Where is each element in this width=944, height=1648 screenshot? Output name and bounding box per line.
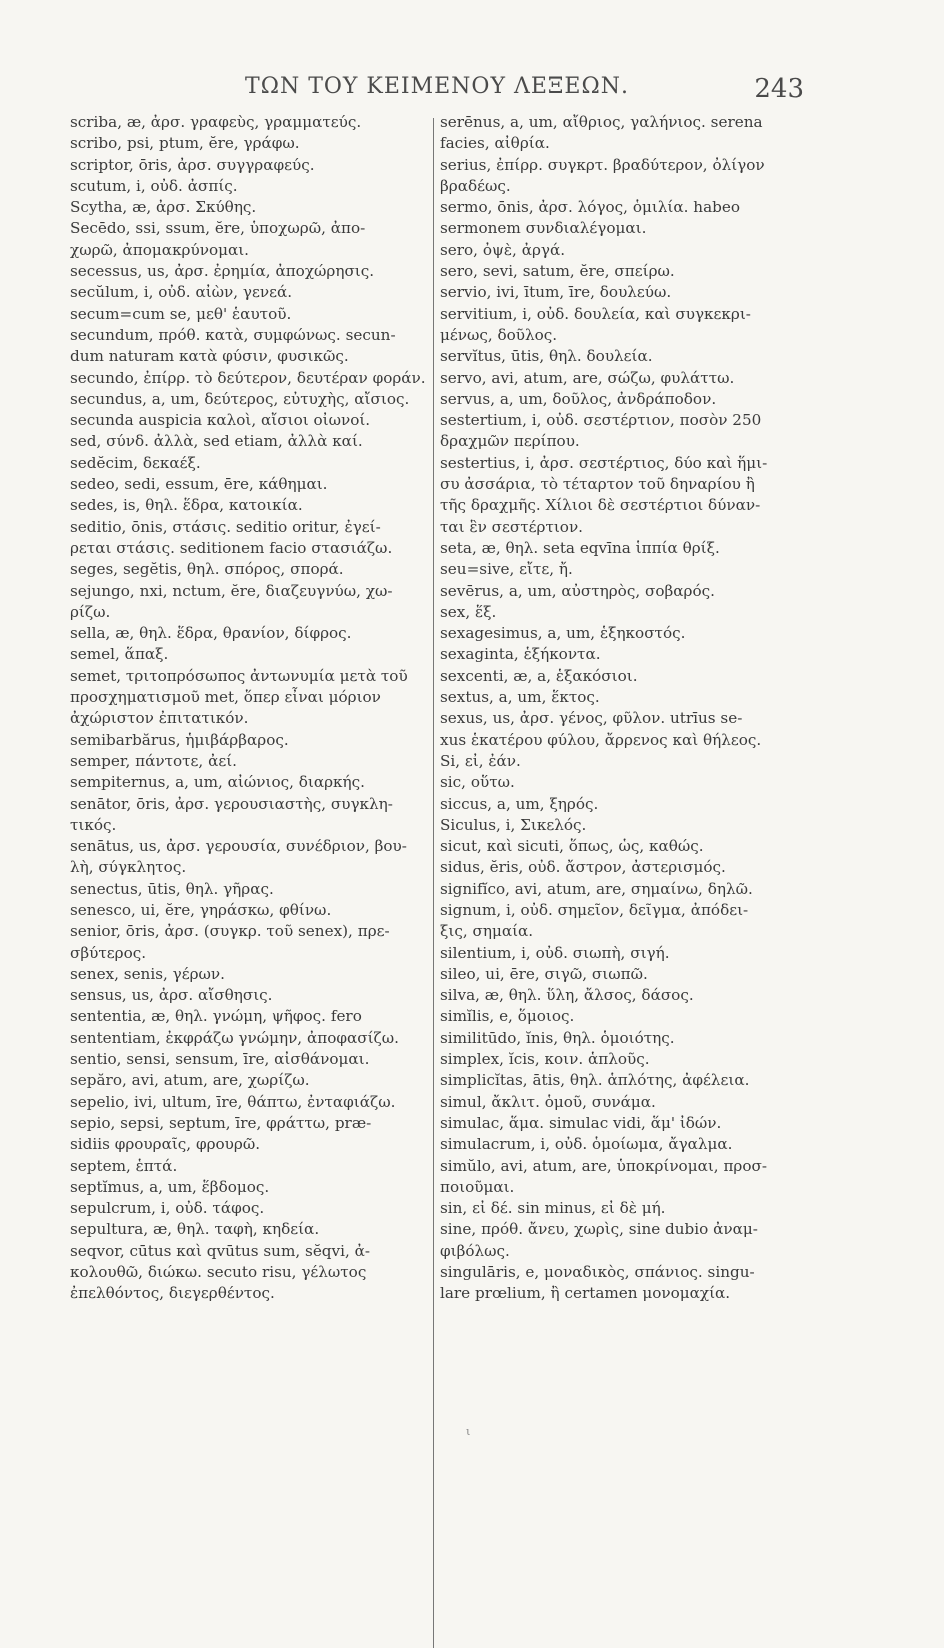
dictionary-line: κολουθῶ, διώκω. secuto risu, γέλωτος [70, 1263, 367, 1282]
dictionary-line: Secēdo, ssi, ssum, ĕre, ὑποχωρῶ, ἀπο- [70, 219, 366, 238]
dictionary-line: seta, æ, θηλ. seta eqvīna ἱππία θρίξ. [440, 538, 720, 557]
dictionary-line: sidus, ĕris, οὐδ. ἄστρον, ἀστερισμός. [440, 858, 726, 877]
dictionary-line: secŭlum, i, οὐδ. αἰὼν, γενεά. [70, 283, 293, 302]
dictionary-line: senectus, ūtis, θηλ. γῆρας. [70, 879, 274, 898]
dictionary-line: sestertius, i, ἀρσ. σεστέρτιος, δύο καὶ ἥμι- [440, 453, 768, 472]
dictionary-line: ται ἓν σεστέρτιον. [440, 517, 584, 536]
dictionary-line: servio, ivi, ītum, īre, δουλεύω. [440, 283, 672, 302]
dictionary-line: secum=cum se, μεθ' ἑαυτοῦ. [70, 304, 292, 323]
dictionary-line: sileo, ui, ēre, σιγῶ, σιωπῶ. [440, 964, 648, 983]
dictionary-line: sexcenti, æ, a, ἑξακόσιοι. [440, 666, 638, 685]
dictionary-line: signifĭco, avi, atum, are, σημαίνω, δηλῶ. [440, 879, 753, 898]
dictionary-line: sexus, us, ἀρσ. γένος, φῦλον. utrīus se- [440, 709, 743, 728]
dictionary-line: senex, senis, γέρων. [70, 964, 225, 983]
column-divider [433, 118, 434, 1648]
dictionary-line: sin, εἰ δέ. sin minus, εἰ δὲ μή. [440, 1199, 666, 1218]
dictionary-line: singulāris, e, μοναδικὸς, σπάνιος. singu- [440, 1263, 755, 1282]
dictionary-line: sestertium, i, οὐδ. σεστέρτιον, ποσὸν 250 [440, 411, 762, 430]
dictionary-line: sermonem συνδιαλέγομαι. [440, 219, 647, 238]
dictionary-line: sejungo, nxi, nctum, ĕre, διαζευγνύω, χω- [70, 581, 393, 600]
dictionary-line: simĭlis, e, ὅμοιος. [440, 1007, 575, 1026]
dictionary-line: sermo, ōnis, ἀρσ. λόγος, ὁμιλία. habeo [440, 198, 740, 217]
dictionary-line: sexaginta, ἑξήκοντα. [440, 645, 601, 664]
dictionary-line: semibarbărus, ἡμιβάρβαρος. [70, 730, 289, 749]
right-column [440, 112, 800, 1305]
dictionary-line: senātus, us, ἀρσ. γερουσία, συνέδριον, βου- [70, 837, 407, 856]
running-title: ΤΩΝ ΤΟΥ ΚΕΙΜΕΝΟΥ ΛΕΞΕΩΝ. [245, 74, 629, 99]
dictionary-line: sicut, καὶ sicuti, ὅπως, ὡς, καθώς. [440, 837, 704, 856]
dictionary-line: servo, avi, atum, are, σώζω, φυλάττω. [440, 368, 735, 387]
dictionary-line: Scytha, æ, ἀρσ. Σκύθης. [70, 198, 257, 217]
dictionary-line: senesco, ui, ĕre, γηράσκω, φθίνω. [70, 900, 332, 919]
dictionary-line: scutum, i, οὐδ. ἀσπίς. [70, 176, 238, 195]
dictionary-line: προσχηματισμοῦ met, ὅπερ εἶναι μόριον [70, 688, 381, 707]
dictionary-line: seqvor, cūtus καὶ qvūtus sum, sĕqvi, ἀ- [70, 1241, 371, 1260]
dictionary-line: lare prœlium, ἢ certamen μονομαχία. [440, 1284, 731, 1303]
dictionary-line: sed, σύνδ. ἀλλὰ, sed etiam, ἀλλὰ καί. [70, 432, 363, 451]
dictionary-line: sententia, æ, θηλ. γνώμη, ψῆφος. fero [70, 1007, 362, 1026]
dictionary-line: semel, ἅπαξ. [70, 645, 169, 664]
dictionary-line: sine, πρόθ. ἄνευ, χωρὶς, sine dubio ἀναμ- [440, 1220, 758, 1239]
dictionary-line: sedes, is, θηλ. ἕδρα, κατοικία. [70, 496, 303, 515]
dictionary-line: scriptor, ōris, ἀρσ. συγγραφεύς. [70, 155, 315, 174]
dictionary-line: sepăro, avi, atum, are, χωρίζω. [70, 1071, 310, 1090]
dictionary-line: sepelio, ivi, ultum, īre, θάπτω, ἐνταφιάζω. [70, 1092, 396, 1111]
dictionary-line: sepio, sepsi, septum, īre, φράττω, præ- [70, 1113, 372, 1132]
dictionary-line: ἀχώριστον ἐπιτατικόν. [70, 709, 249, 728]
dictionary-line: τῆς δραχμῆς. Χίλιοι δὲ σεστέρτιοι δύναν- [440, 496, 761, 515]
dictionary-line: sexagesimus, a, um, ἑξηκοστός. [440, 624, 686, 643]
dictionary-line: sepulcrum, i, οὐδ. τάφος. [70, 1199, 265, 1218]
dictionary-line: sensus, us, ἀρσ. αἴσθησις. [70, 986, 273, 1005]
dictionary-line: septĭmus, a, um, ἕβδομος. [70, 1177, 270, 1196]
dictionary-line: sententiam, ἐκφράζω γνώμην, ἀποφασίζω. [70, 1028, 400, 1047]
dictionary-line: xus ἑκατέρου φύλου, ἄρρενος καὶ θήλεος. [440, 730, 762, 749]
dictionary-line: simplex, ĭcis, κοιν. ἁπλοῦς. [440, 1050, 650, 1069]
dictionary-line: seditio, ōnis, στάσις. seditio oritur, ἐγεί- [70, 517, 381, 536]
dictionary-line: simulac, ἅμα. simulac vidi, ἅμ' ἰδών. [440, 1113, 722, 1132]
dictionary-line: simulacrum, i, οὐδ. ὁμοίωμα, ἄγαλμα. [440, 1135, 733, 1154]
dictionary-line: sentio, sensi, sensum, īre, αἰσθάνομαι. [70, 1050, 370, 1069]
dictionary-line: ρίζω. [70, 602, 111, 621]
dictionary-line: scribo, psi, ptum, ĕre, γράφω. [70, 134, 300, 153]
footer-mark: ι [466, 1425, 471, 1438]
dictionary-line: secundo, ἐπίρρ. τὸ δεύτερον, δευτέραν φοράν. [70, 368, 426, 387]
dictionary-line: simplicĭtas, ātis, θηλ. ἁπλότης, ἀφέλεια. [440, 1071, 750, 1090]
dictionary-line: sidiis φρουραῖς, φρουρῶ. [70, 1135, 261, 1154]
dictionary-line: simŭlo, avi, atum, are, ὑποκρίνομαι, προσ- [440, 1156, 767, 1175]
dictionary-line: facies, αἰθρία. [440, 134, 550, 153]
dictionary-line: ποιοῦμαι. [440, 1177, 515, 1196]
dictionary-line: συ ἀσσάρια, τὸ τέταρτον τοῦ δηναρίου ἢ [440, 475, 755, 494]
dictionary-line: ρεται στάσις. seditionem facio στασιάζω. [70, 538, 393, 557]
dictionary-line: siccus, a, um, ξηρός. [440, 794, 599, 813]
page-number: 243 [754, 74, 804, 104]
dictionary-line: senior, ōris, ἀρσ. (συγκρ. τοῦ senex), πρε- [70, 922, 390, 941]
dictionary-line: silva, æ, θηλ. ὕλη, ἄλσος, δάσος. [440, 986, 694, 1005]
dictionary-line: sero, ὀψὲ, ἀργά. [440, 240, 566, 259]
dictionary-line: secundum, πρόθ. κατὰ, συμφώνως. secun- [70, 325, 396, 344]
dictionary-line: serēnus, a, um, αἴθριος, γαλήνιος. serena [440, 113, 763, 131]
dictionary-line: seu=sive, εἴτε, ἤ. [440, 560, 573, 579]
dictionary-line: secessus, us, ἀρσ. ἐρημία, ἀποχώρησις. [70, 262, 375, 281]
dictionary-line: τικός. [70, 815, 117, 834]
left-column [70, 112, 430, 1305]
dictionary-line: sero, sevi, satum, ĕre, σπείρω. [440, 262, 675, 281]
dictionary-line: Siculus, i, Σικελός. [440, 815, 587, 834]
dictionary-line: semet, τριτοπρόσωπος ἀντωνυμία μετὰ τοῦ [70, 666, 408, 685]
dictionary-line: simul, ἄκλιτ. ὁμοῦ, συνάμα. [440, 1092, 656, 1111]
dictionary-line: signum, i, οὐδ. σημεῖον, δεῖγμα, ἀπόδει- [440, 900, 749, 919]
dictionary-line: φιβόλως. [440, 1241, 510, 1260]
dictionary-line: sella, æ, θηλ. ἕδρα, θρανίον, δίφρος. [70, 624, 352, 643]
dictionary-line: χωρῶ, ἀπομακρύνομαι. [70, 240, 250, 259]
dictionary-line: secundus, a, um, δεύτερος, εὐτυχὴς, αἴσιος. [70, 389, 410, 408]
dictionary-line: seges, segĕtis, θηλ. σπόρος, σπορά. [70, 560, 344, 579]
dictionary-line: silentium, i, οὐδ. σιωπὴ, σιγή. [440, 943, 670, 962]
dictionary-line: μένως, δοῦλος. [440, 325, 558, 344]
dictionary-line: sempiternus, a, um, αἰώνιος, διαρκής. [70, 773, 365, 792]
dictionary-line: σβύτερος. [70, 943, 147, 962]
dictionary-line: sex, ἕξ. [440, 602, 497, 621]
dictionary-line: septem, ἑπτά. [70, 1156, 178, 1175]
dictionary-line: servitium, i, οὐδ. δουλεία, καὶ συγκεκρι- [440, 304, 751, 323]
dictionary-line: servus, a, um, δοῦλος, ἀνδράποδον. [440, 389, 717, 408]
dictionary-line: similitūdo, ĭnis, θηλ. ὁμοιότης. [440, 1028, 675, 1047]
dictionary-line: sepultura, æ, θηλ. ταφὴ, κηδεία. [70, 1220, 320, 1239]
dictionary-line: Si, εἰ, ἐάν. [440, 751, 521, 770]
dictionary-line: semper, πάντοτε, ἀεί. [70, 751, 237, 770]
dictionary-line: ἐπελθόντος, διεγερθέντος. [70, 1284, 275, 1303]
dictionary-line: δραχμῶν περίπου. [440, 432, 580, 451]
dictionary-line: ξις, σημαία. [440, 922, 534, 941]
dictionary-line: sedĕcim, δεκαέξ. [70, 453, 201, 472]
dictionary-line: sextus, a, um, ἕκτος. [440, 688, 600, 707]
dictionary-line: secunda auspicia καλοὶ, αἴσιοι οἰωνοί. [70, 411, 371, 430]
dictionary-line: senātor, ōris, ἀρσ. γερουσιαστὴς, συγκλη- [70, 794, 393, 813]
dictionary-line: serius, ἐπίρρ. συγκρτ. βραδύτερον, ὀλίγον [440, 155, 765, 174]
dictionary-line: λὴ, σύγκλητος. [70, 858, 187, 877]
dictionary-line: servĭtus, ūtis, θηλ. δουλεία. [440, 347, 653, 366]
dictionary-line: sic, οὕτω. [440, 773, 515, 792]
dictionary-line: sevērus, a, um, αὐστηρὸς, σοβαρός. [440, 581, 715, 600]
dictionary-line: sedeo, sedi, essum, ēre, κάθημαι. [70, 475, 328, 494]
dictionary-line: dum naturam κατὰ φύσιν, φυσικῶς. [70, 347, 349, 366]
dictionary-line: scriba, æ, ἀρσ. γραφεὺς, γραμματεύς. [70, 113, 362, 131]
dictionary-line: βραδέως. [440, 176, 511, 195]
